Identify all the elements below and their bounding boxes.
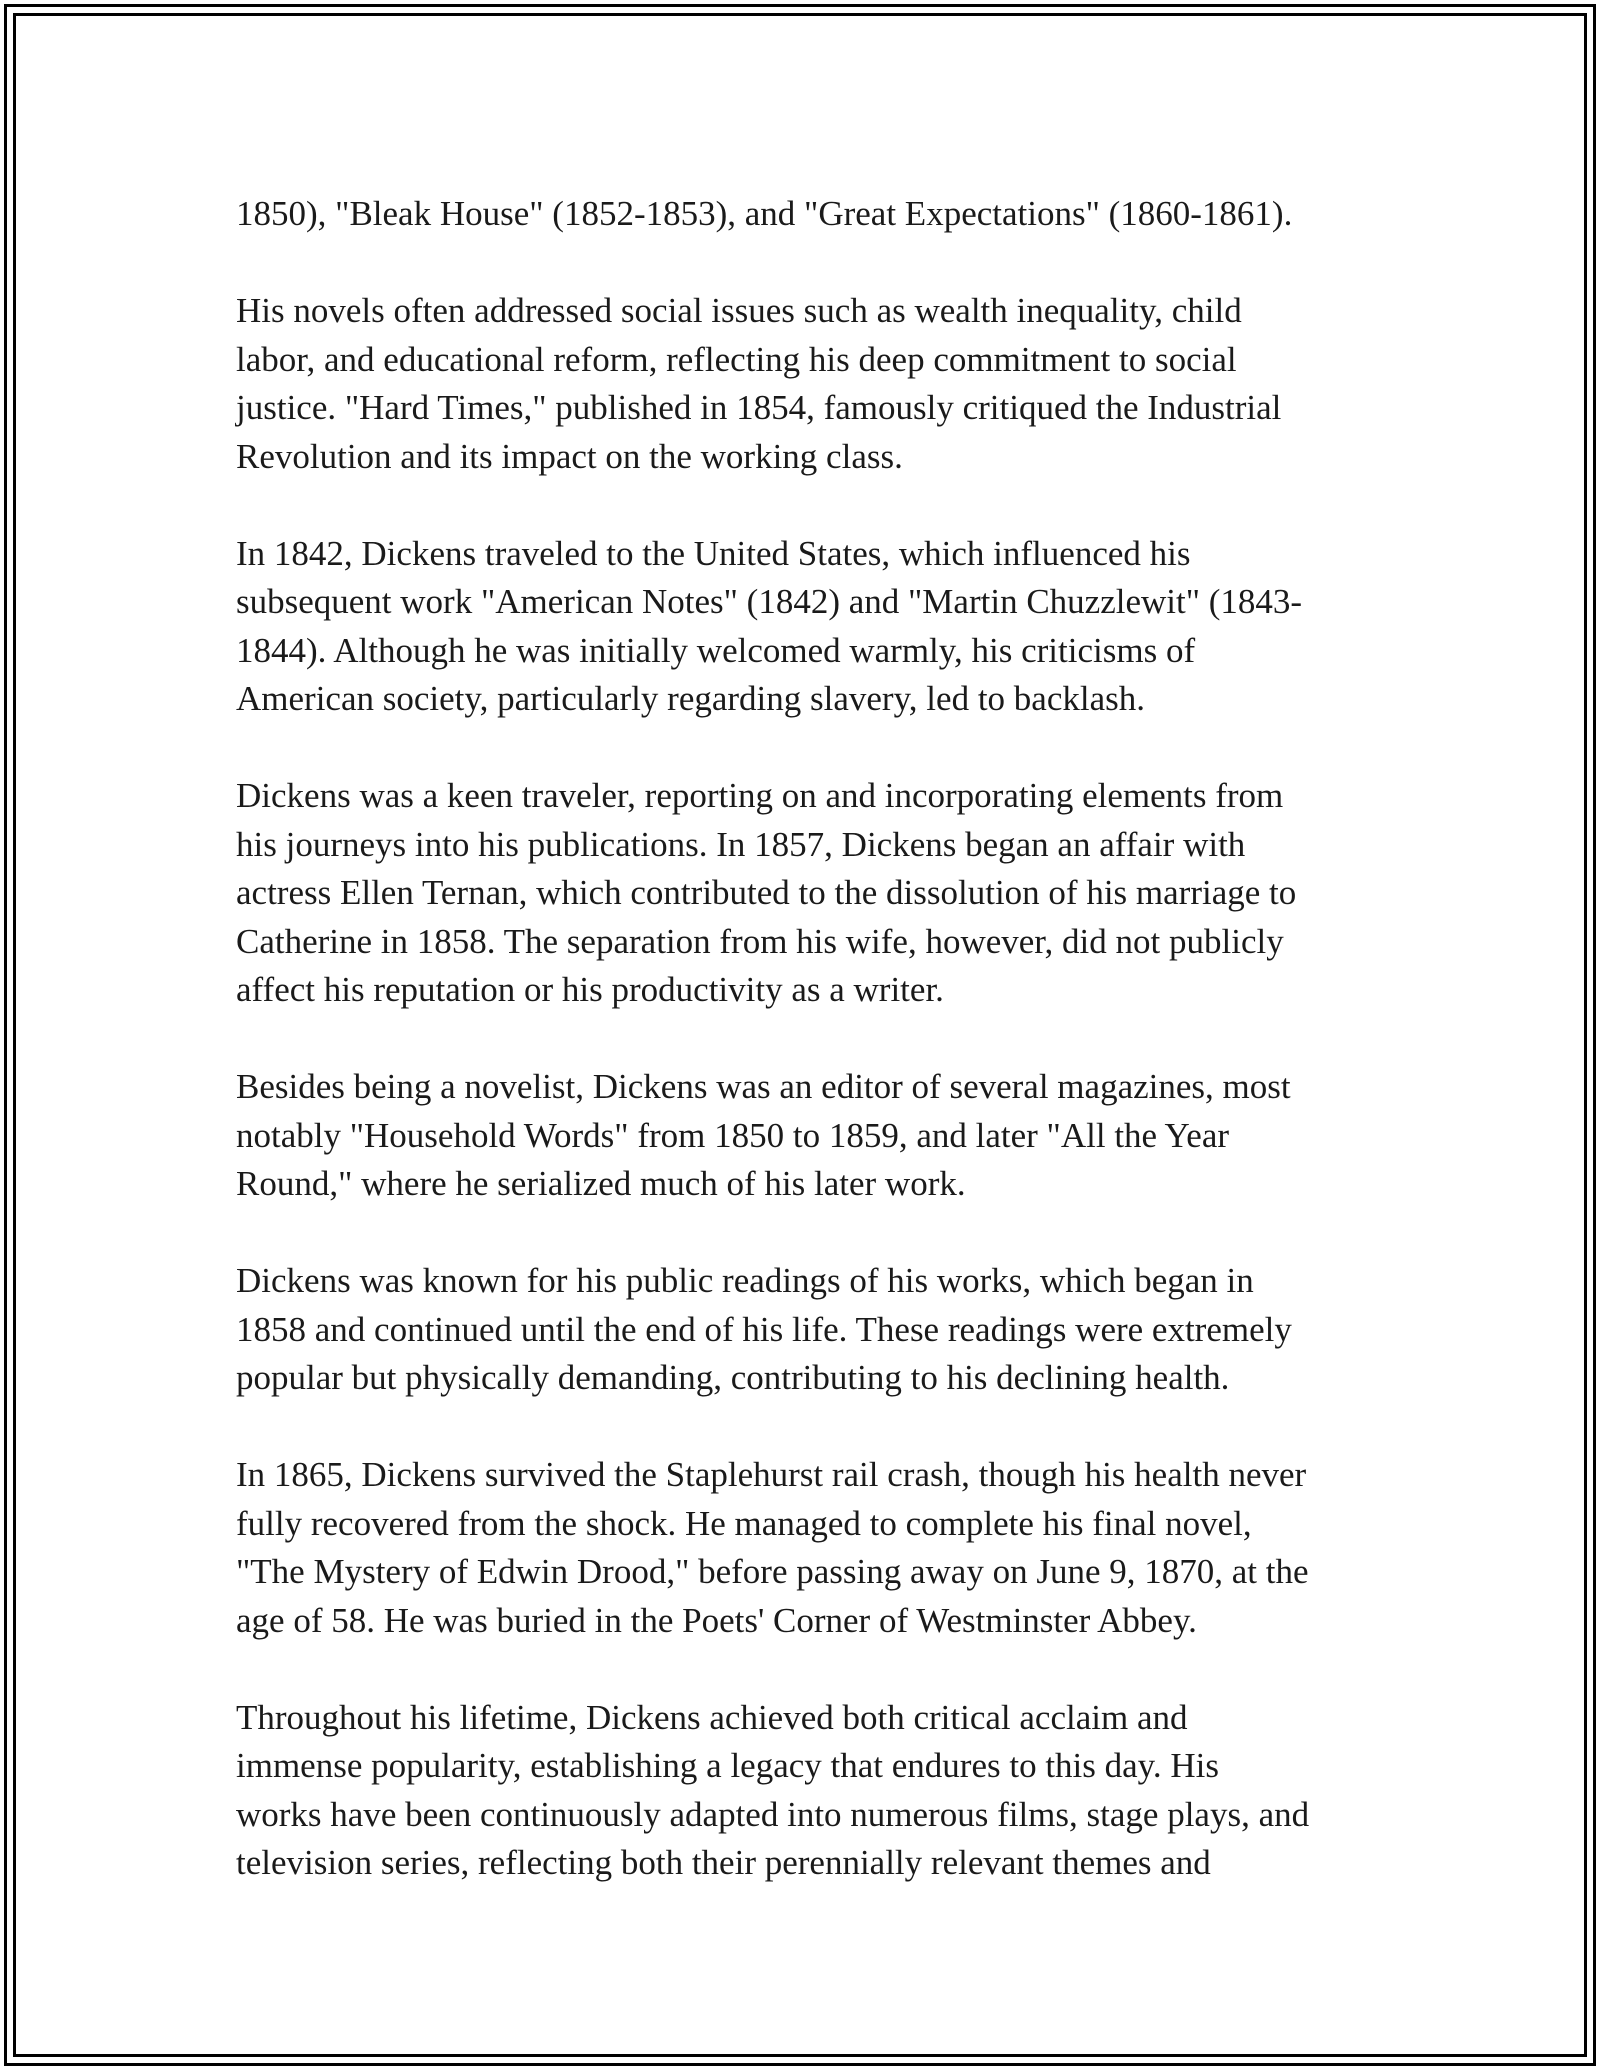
- paragraph: [236, 1257, 1396, 1403]
- text-line: American society, particularly regarding slavery, led to backlash.: [236, 679, 1145, 718]
- text-line: "The Mystery of Edwin Drood," before passing away on June 9, 1870, at the: [236, 1552, 1309, 1591]
- text-line: labor, and educational reform, reflecting his deep commitment to social: [236, 339, 1237, 379]
- paragraph: [236, 287, 1396, 481]
- paragraph: [236, 772, 1396, 1015]
- paragraph: [236, 190, 1396, 239]
- text-line: affect his reputation or his productivity as a writer.: [236, 970, 944, 1009]
- text-line: subsequent work "American Notes" (1842) and "Martin Chuzzlewit" (1843-: [236, 582, 1303, 621]
- text-line: Throughout his lifetime, Dickens achieved both critical acclaim and: [236, 1697, 1188, 1737]
- text-line: Revolution and its impact on the working class.: [236, 436, 903, 476]
- text-line: notably "Household Words" from 1850 to 1859, and later "All the Year: [236, 1115, 1230, 1155]
- text-line: 1844). Although he was initially welcomed warmly, his criticisms of: [236, 630, 1196, 670]
- text-line: In 1865, Dickens survived the Staplehurst rail crash, though his health never: [236, 1455, 1307, 1494]
- text-line: Dickens was known for his public readings of his works, which began in: [236, 1261, 1254, 1300]
- text-line: Round," where he serialized much of his later work.: [236, 1164, 966, 1203]
- text-line: 1858 and continued until the end of his life. These readings were extremely: [236, 1309, 1292, 1349]
- text-line: fully recovered from the shock. He managed to complete his final novel,: [236, 1503, 1252, 1543]
- text-line: Catherine in 1858. The separation from his wife, however, did not publicly: [236, 921, 1284, 961]
- text-line: television series, reflecting both their perennially relevant themes and: [236, 1843, 1211, 1882]
- text-line: works have been continuously adapted into numerous films, stage plays, and: [236, 1794, 1310, 1834]
- text-line: immense popularity, establishing a legacy that endures to this day. His: [236, 1746, 1220, 1785]
- text-line: In 1842, Dickens traveled to the United States, which influenced his: [236, 533, 1191, 573]
- text-line: 1850), "Bleak House" (1852-1853), and "Great Expectations" (1860-1861).: [236, 194, 1293, 233]
- text-line: actress Ellen Ternan, which contributed to the dissolution of his marriage to: [236, 873, 1297, 912]
- text-line: Besides being a novelist, Dickens was an editor of several magazines, most: [236, 1067, 1291, 1106]
- text-line: age of 58. He was buried in the Poets' Corner of Westminster Abbey.: [236, 1600, 1197, 1640]
- paragraph: [236, 530, 1396, 724]
- paragraph: [236, 1451, 1396, 1645]
- text-line: popular but physically demanding, contributing to his declining health.: [236, 1358, 1230, 1397]
- paragraph: [236, 1694, 1396, 1888]
- text-line: Dickens was a keen traveler, reporting on and incorporating elements from: [236, 776, 1284, 815]
- document-body: [236, 190, 1396, 1936]
- text-line: justice. "Hard Times," published in 1854, famously critiqued the Industrial: [236, 388, 1282, 427]
- text-line: His novels often addressed social issues such as wealth inequality, child: [236, 291, 1242, 330]
- paragraph: [236, 1063, 1396, 1209]
- text-line: his journeys into his publications. In 1857, Dickens began an affair with: [236, 824, 1246, 864]
